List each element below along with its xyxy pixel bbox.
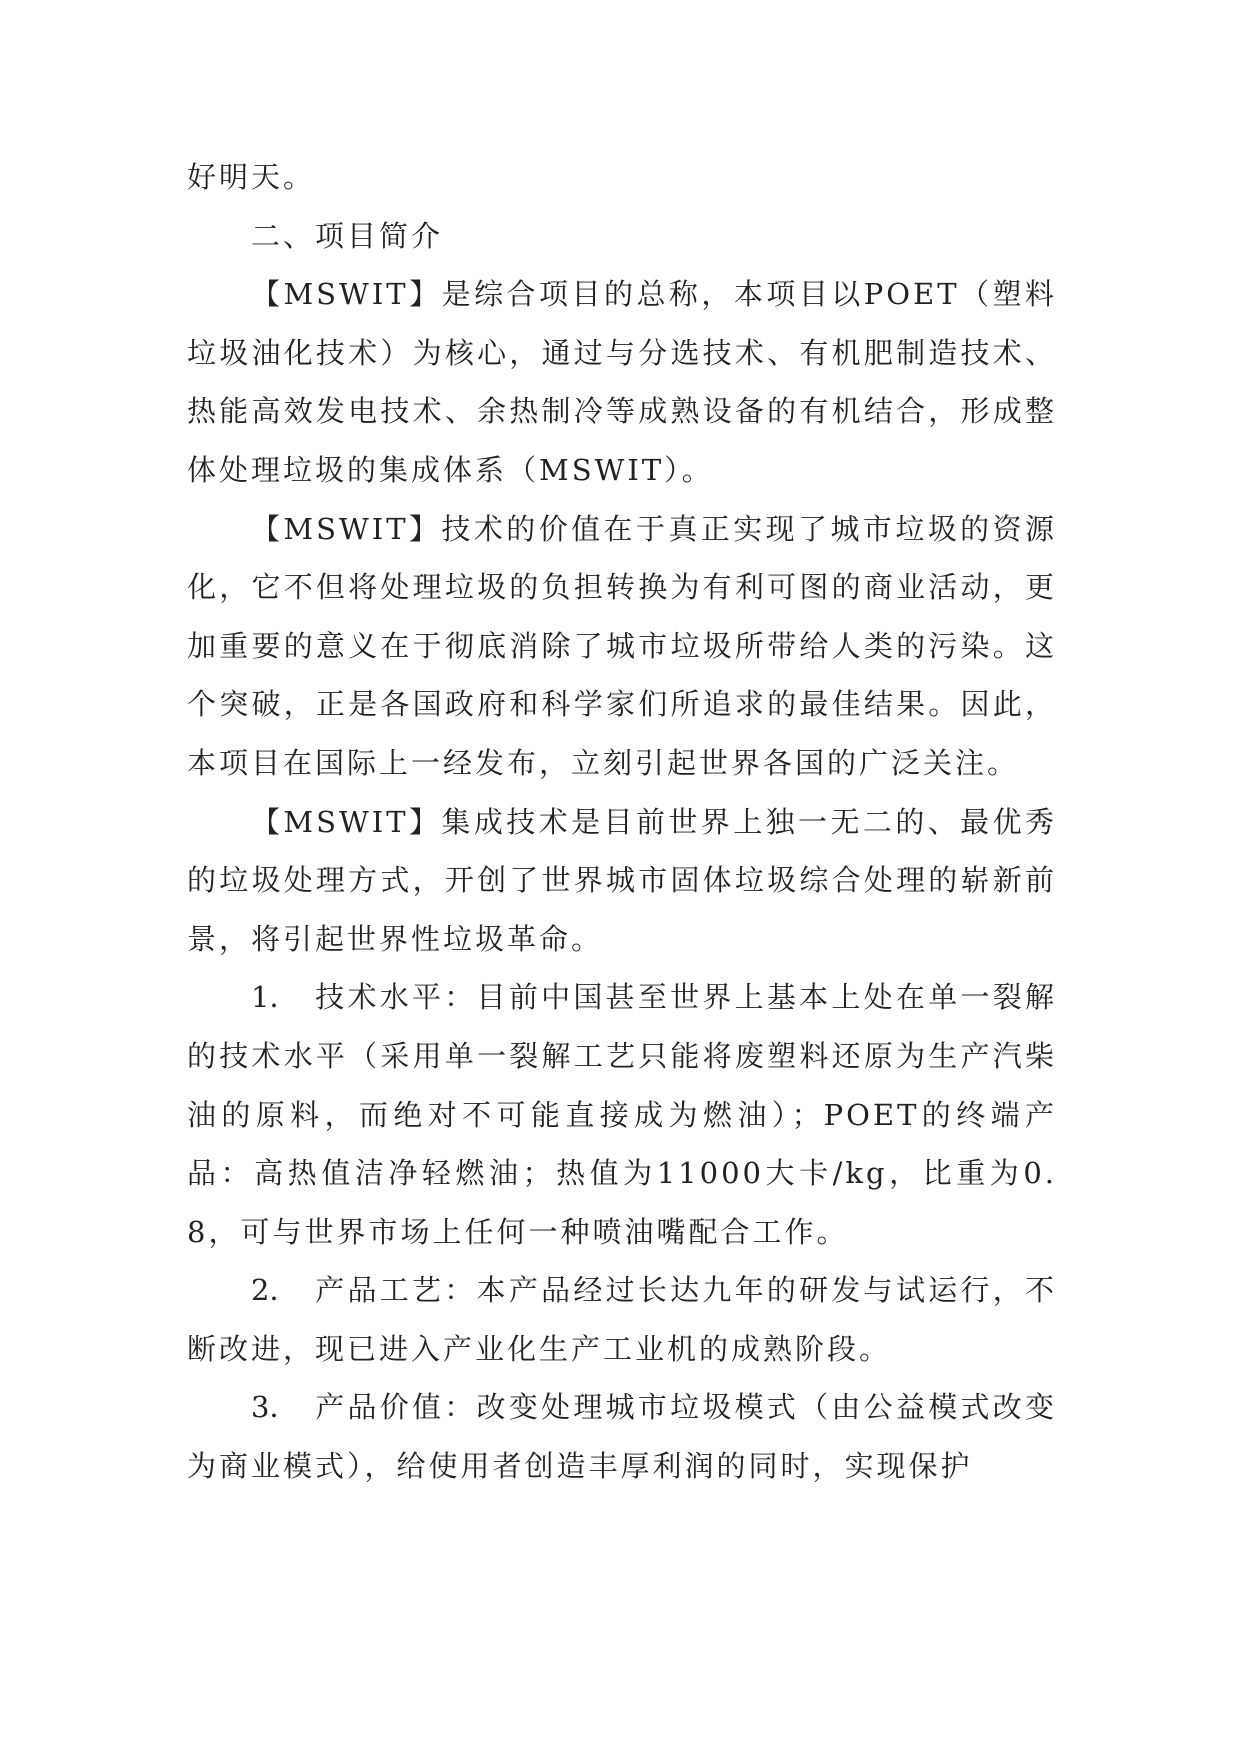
paragraph-value: 【MSWIT】技术的价值在于真正实现了城市垃圾的资源化，它不但将处理垃圾的负担转换为有利可图的商业活动，更加重要的意义在于彻底消除了城市垃圾所带给人类的污染。这个突破，正是各国政府和科学家们所追求的最佳结果。因此，本项目在国际上一经发布，立刻引起世界各国的广泛关注。 — [187, 511, 1057, 780]
list-item-text: 技术水平：目前中国甚至世界上基本上处在单一裂解的技术水平（采用单一裂解工艺只能将废塑料还原为生产汽柴油的原料，而绝对不可能直接成为燃油）；POET的终端产品：高热值洁净轻燃油；热值为11000大卡/kg，比重为0.8，可与世界市场上任何一种喷油嘴配合工作。 — [187, 980, 1057, 1249]
paragraph-significance: 【MSWIT】集成技术是目前世界上独一无二的、最优秀的垃圾处理方式，开创了世界城市固体垃圾综合处理的崭新前景，将引起世界性垃圾革命。 — [187, 804, 1057, 956]
list-item-text: 产品价值：改变处理城市垃圾模式（由公益模式改变为商业模式），给使用者创造丰厚利润的同时，实现保护 — [187, 1390, 1057, 1484]
list-number: 3． — [251, 1390, 299, 1425]
list-item-process — [187, 1261, 1057, 1378]
list-number: 1． — [251, 980, 299, 1015]
section-heading: 二、项目简介 — [251, 218, 444, 253]
list-number: 2． — [251, 1273, 299, 1308]
paragraph-overview: 【MSWIT】是综合项目的总称，本项目以POET（塑料垃圾油化技术）为核心，通过与分选技术、有机肥制造技术、热能高效发电技术、余热制冷等成熟设备的有机结合，形成整体处理垃圾的集成体系（MSWIT）。 — [187, 277, 1057, 487]
list-item-technology-level — [187, 968, 1057, 1261]
continuation-text: 好明天。 — [187, 160, 316, 194]
list-item-text: 产品工艺：本产品经过长达九年的研发与试运行，不断改进，现已进入产业化生产工业机的成熟阶段。 — [187, 1273, 1057, 1366]
list-item-product-value — [187, 1378, 1057, 1495]
document-page — [187, 148, 1057, 1496]
